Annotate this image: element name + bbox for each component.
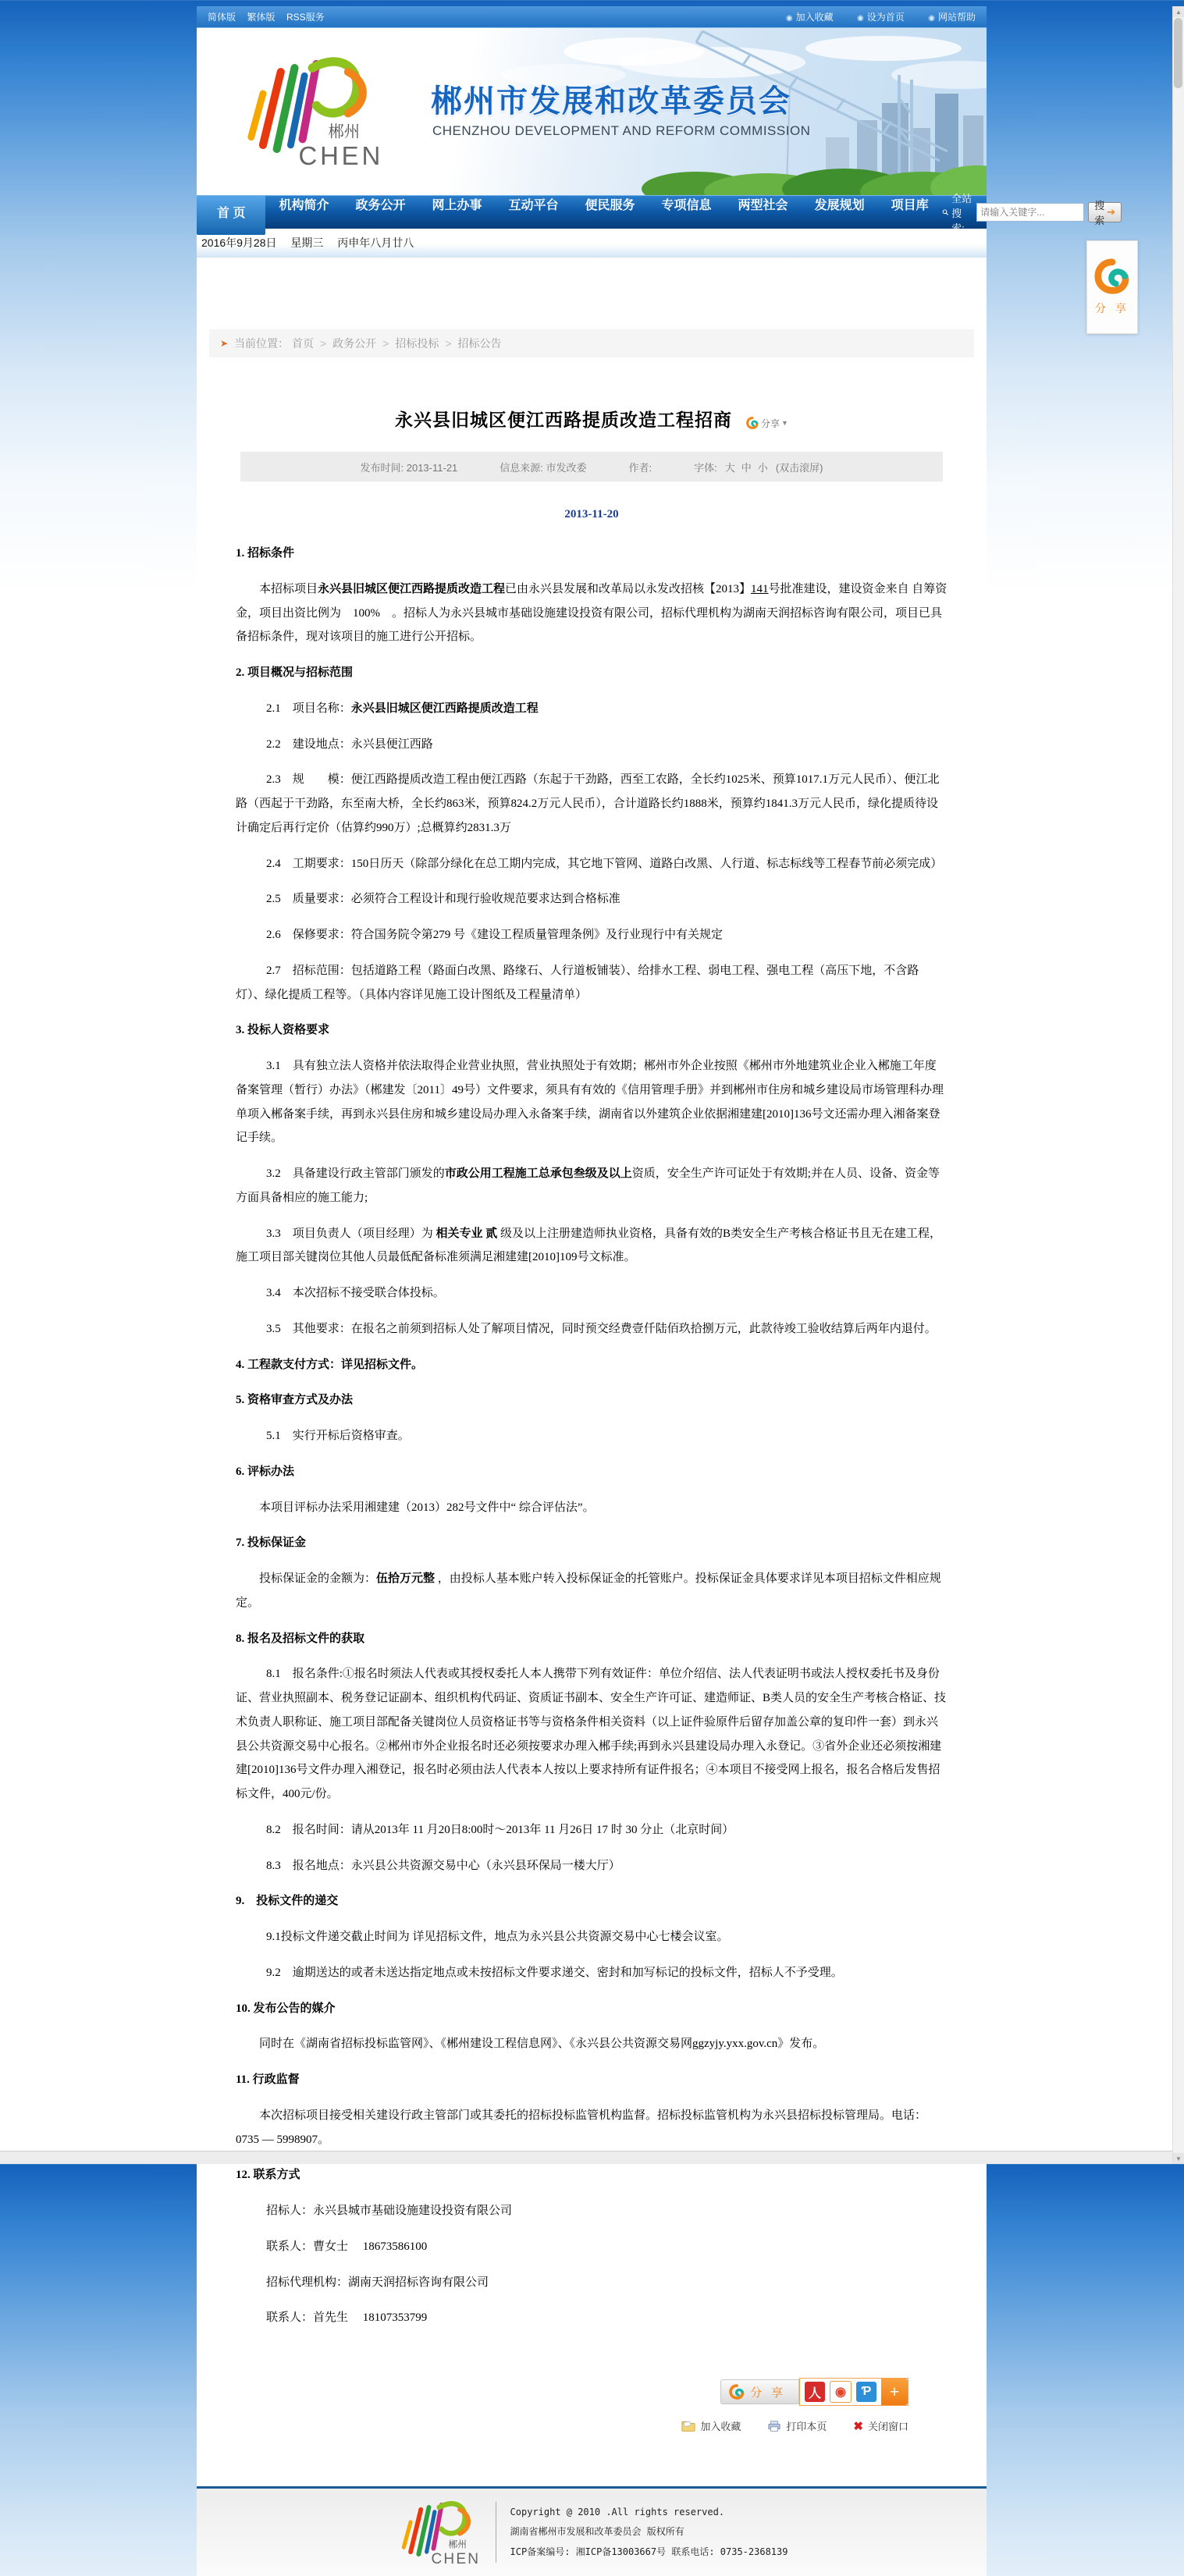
paragraph: 本次招标项目接受相关建设行政主管部门或其委托的招标投标监管机构监督。招标投标监管机构为永兴县招标投标管理局。电话：0735 — 5998907。 bbox=[236, 2109, 927, 2146]
search-button[interactable]: 搜索 ➔ bbox=[1088, 202, 1122, 222]
svg-text:CHEN: CHEN bbox=[430, 2550, 480, 2567]
section-heading: 6. 评标办法 bbox=[236, 1465, 295, 1478]
paragraph: 8.3 报名地点：永兴县公共资源交易中心（永兴县环保局一楼大厅） bbox=[266, 1859, 620, 1872]
footer-owner: 湖南省郴州市发展和改革委员会 版权所有 bbox=[510, 2526, 684, 2538]
paragraph: 2.7 招标范围：包括道路工程（路面白改黑、路缘石、人行道板铺装）、给排水工程、弱电工程、强电工程（高压下地，不含路灯）、绿化提质工程等。（具体内容详见施工设计图纸及工程量清单） bbox=[236, 964, 919, 1001]
svg-text:郴州: 郴州 bbox=[328, 123, 361, 141]
search-input[interactable] bbox=[976, 203, 1084, 222]
section-heading: 3. 投标人资格要求 bbox=[236, 1024, 330, 1037]
nav-item-9[interactable]: 项目库 bbox=[891, 199, 929, 212]
paragraph: 本项目评标办法采用湘建建（2013）282号文件中“ 综合评估法”。 bbox=[259, 1501, 595, 1514]
section-heading: 7. 投标保证金 bbox=[236, 1537, 307, 1550]
svg-text:郴州: 郴州 bbox=[447, 2539, 467, 2549]
search-icon bbox=[942, 205, 948, 219]
font-size-small[interactable]: 小 bbox=[757, 461, 768, 474]
share-logo-icon bbox=[746, 417, 759, 429]
section-heading: 1. 招标条件 bbox=[236, 547, 295, 560]
bullet-icon: ◉ bbox=[928, 13, 935, 23]
nav-item-3[interactable]: 网上办事 bbox=[432, 199, 482, 212]
more-share-icon[interactable]: + bbox=[881, 2379, 908, 2405]
footer-icp: ICP备案编号: 湘ICP备13003667号 联系电话: 0735-2368139 bbox=[510, 2546, 788, 2557]
link-simplified[interactable]: 简体版 bbox=[208, 11, 236, 23]
share-icons bbox=[799, 2378, 908, 2406]
link-rss[interactable]: RSS服务 bbox=[286, 11, 325, 23]
article-body bbox=[236, 542, 948, 2330]
renren-icon[interactable]: 人 bbox=[805, 2382, 825, 2402]
top-left-links bbox=[208, 10, 332, 24]
top-links-bar bbox=[197, 6, 987, 28]
link-traditional[interactable]: 繁体版 bbox=[247, 11, 276, 23]
breadcrumb-separator: > bbox=[319, 337, 327, 350]
date-bar: 2016年9月28日 星期三 丙申年八月廿八 bbox=[197, 229, 987, 258]
section-heading: 9. 投标文件的递交 bbox=[236, 1895, 339, 1908]
close-icon: ✖ bbox=[853, 2419, 863, 2433]
paragraph: 5.1 实行开标后资格审查。 bbox=[266, 1430, 410, 1442]
paragraph: 2.6 保修要求：符合国务院令第279 号《建设工程质量管理条例》及行业现行中有关规定 bbox=[266, 929, 724, 941]
logo-art bbox=[237, 42, 386, 175]
paragraph: 招标代理机构：湖南天润招标咨询有限公司 bbox=[266, 2276, 489, 2289]
paragraph: 3.3 项目负责人（项目经理）为 相关专业 贰 级及以上注册建造师执业资格，具备有效的B类安全生产考核合格证书且无在建工程，施工项目部关键岗位其他人员最低配备标准须满足湘建建[2010]109号文标准。 bbox=[236, 1227, 942, 1264]
page-container bbox=[197, 6, 1116, 2576]
scroll-down-arrow[interactable]: ▼ bbox=[1173, 2153, 1184, 2164]
bullet-icon: ◉ bbox=[785, 13, 793, 23]
link-set-homepage[interactable]: ◉ 设为首页 bbox=[857, 11, 905, 23]
paragraph: 投标保证金的金额为：伍拾万元整 ，由投标人基本账户转入投标保证金的托管账户。投标保证金具体要求详见本项目招标文件相应规定。 bbox=[236, 1572, 941, 1609]
main-nav bbox=[197, 192, 1116, 234]
scrollbar-thumb[interactable] bbox=[1174, 18, 1182, 88]
article-meta-bar bbox=[240, 452, 943, 481]
floating-share-label: 分 享 bbox=[1095, 302, 1129, 314]
tencent-pengyou-icon[interactable]: Ƥ bbox=[856, 2382, 876, 2402]
close-window-button[interactable]: ✖ 关闭窗口 bbox=[853, 2419, 908, 2433]
article-title-row bbox=[236, 357, 948, 432]
nav-item-6[interactable]: 专项信息 bbox=[661, 199, 712, 212]
link-site-help[interactable]: ◉ 网站帮助 bbox=[928, 11, 976, 23]
nav-item-2[interactable]: 政务公开 bbox=[355, 199, 406, 212]
print-page-button[interactable]: 打印本页 bbox=[767, 2418, 827, 2433]
site-header bbox=[197, 28, 987, 195]
paragraph: 联系人：曹女士 18673586100 bbox=[266, 2240, 428, 2253]
bottom-share-zone bbox=[236, 2342, 948, 2433]
document-date: 2013-11-20 bbox=[564, 508, 619, 521]
printer-icon bbox=[767, 2420, 781, 2432]
folder-icon bbox=[681, 2420, 695, 2432]
paragraph: 本招标项目永兴县旧城区便江西路提质改造工程已由永兴县发展和改革局以永发改招核【2013】141号批准建设，建设资金来自 自筹资金，项目出资比例为 100% 。招标人为永兴县城市基础设施建设投资有限公司，招标代理机构为湖南天润招标咨询有限公司，项目已具备招标条件，现对该项目的施工进行公开招标。 bbox=[236, 582, 948, 644]
breadcrumb-separator: > bbox=[445, 337, 452, 350]
article-title: 永兴县旧城区便江西路提质改造工程招商 bbox=[395, 410, 733, 430]
breadcrumb-link-3[interactable]: 招标公告 bbox=[457, 337, 502, 350]
section-heading: 12. 联系方式 bbox=[236, 2169, 300, 2182]
paragraph: 3.4 本次招标不接受联合体投标。 bbox=[266, 1287, 445, 1299]
search-arrow-icon: ➔ bbox=[1107, 206, 1116, 218]
top-right-links bbox=[766, 10, 976, 24]
paragraph: 3.5 其他要求：在报名之前须到招标人处了解项目情况，同时预交经费壹仟陆佰玖拾捌万元，此款待竣工验收结算后两年内退付。 bbox=[266, 1322, 937, 1335]
paragraph: 8.1 报名条件:①报名时须法人代表或其授权委托人本人携带下列有效证件：单位介绍信、法人代表证明书或法人授权委托书及身份证、营业执照副本、税务登记证副本、组织机构代码证、资质证书副本、安全生产许可证、建造师证、B类人员的安全生产考核合格证、技术负责人职称证、施工项目部配备关键岗位人员资格证书等与资格条件相关资料（以上证件验原件后留存加盖公章的复印件一套）到永兴县公共资源交易中心报名。②郴州市外企业报名时还必须按要求办理入郴手续;再到永兴县建设局办理入永登记。③省外企业还必须按湘建建[2010]136号文件办理入湘登记，报名时必须由法人代表本人按以上要求持所有证件报名；④本项目不接受网上报名，报名合格后发售招标文件，400元/份。 bbox=[236, 1668, 947, 1800]
section-heading: 8. 报名及招标文件的获取 bbox=[236, 1632, 365, 1645]
paragraph: 8.2 报名时间：请从2013年 11 月20日8:00时～2013年 11 月26日 17 时 30 分止（北京时间） bbox=[266, 1823, 734, 1836]
section-heading: 5. 资格审查方式及办法 bbox=[236, 1394, 354, 1407]
breadcrumb-arrow-icon: ➤ bbox=[220, 338, 229, 349]
add-favorite-button[interactable]: 加入收藏 bbox=[681, 2418, 741, 2433]
bdshare-bar bbox=[720, 2378, 908, 2406]
share-logo-icon bbox=[729, 2384, 745, 2400]
breadcrumb-link-0[interactable]: 首页 bbox=[291, 337, 314, 350]
section-heading: 11. 行政监督 bbox=[236, 2073, 300, 2086]
paragraph: 9.1投标文件递交截止时间为 详见招标文件，地点为永兴县公共资源交易中心七楼会议室。 bbox=[266, 1931, 729, 1943]
paragraph: 2.5 质量要求：必须符合工程设计和现行验收规范要求达到合格标准 bbox=[266, 893, 620, 906]
breadcrumb-items bbox=[292, 336, 502, 351]
bullet-icon: ◉ bbox=[857, 13, 864, 23]
nav-item-7[interactable]: 两型社会 bbox=[738, 199, 788, 212]
article-bottom-gap bbox=[236, 2433, 948, 2480]
font-size-label: 字体: bbox=[694, 461, 717, 474]
page-actions bbox=[655, 2418, 908, 2433]
site-footer bbox=[197, 2486, 987, 2576]
footer-copyright: Copyright @ 2010 .All rights reserved. bbox=[510, 2507, 725, 2518]
publish-time: 发布时间: 2013-11-21 bbox=[360, 461, 458, 474]
paragraph: 2.4 工期要求：150日历天（除部分绿化在总工期内完成，其它地下管网、道路白改黑、人行道、标志标线等工程春节前必须完成） bbox=[266, 857, 943, 870]
nav-item-8[interactable]: 发展规划 bbox=[814, 199, 865, 212]
caret-down-icon: ▼ bbox=[781, 419, 788, 428]
info-source: 信息来源: 市发改委 bbox=[500, 461, 587, 474]
scroll-up-arrow[interactable]: ▲ bbox=[1173, 6, 1184, 17]
section-heading: 4. 工程款支付方式：详见招标文件。 bbox=[236, 1358, 424, 1371]
section-heading: 2. 项目概况与招标范围 bbox=[236, 666, 354, 679]
font-size-large[interactable]: 大 bbox=[724, 461, 735, 474]
paragraph: 2.1 项目名称：永兴县旧城区便江西路提质改造工程 bbox=[266, 702, 539, 715]
site-subtitle: CHENZHOU DEVELOPMENT AND REFORM COMMISSION bbox=[432, 123, 811, 138]
browser-scrollbar[interactable] bbox=[1172, 6, 1184, 2164]
search-label: 全站搜索: bbox=[951, 192, 972, 234]
paragraph: 同时在《湖南省招标投标监管网》、《郴州建设工程信息网》、《永兴县公共资源交易网ggzyjy.yxx.gov.cn》发布。 bbox=[259, 2038, 825, 2051]
nav-item-1[interactable]: 机构简介 bbox=[279, 199, 329, 212]
breadcrumb-link-2[interactable]: 招标投标 bbox=[395, 337, 439, 350]
link-add-favorite[interactable]: ◉ 加入收藏 bbox=[785, 11, 834, 23]
nav-items bbox=[197, 190, 942, 235]
svg-text:CHEN: CHEN bbox=[298, 141, 384, 171]
footer-text bbox=[510, 2503, 788, 2562]
font-size-medium[interactable]: 中 bbox=[741, 461, 752, 474]
nav-item-0[interactable]: 首 页 bbox=[197, 196, 265, 235]
footer-logo bbox=[396, 2492, 482, 2574]
footer-logo-art bbox=[396, 2492, 482, 2570]
paragraph: 2.3 规 模：便江西路提质改造工程由便江西路（东起于干劲路，西至工农路，全长约1025米、预算1017.1万元人民币）、便江北路（西起于干劲路，东至南大桥，全长约863米，预算824.2万元人民币），合计道路长约1888米，预算约1841.3万元人民币，绿化提质待设计确定后再行定价（估算约990万）;总概算约2831.3万 bbox=[236, 773, 940, 834]
paragraph: 3.1 具有独立法人资格并依法取得企业营业执照，营业执照处于有效期；郴州市外企业按照《郴州市外地建筑业企业入郴施工年度备案管理（暂行）办法》（郴建发〔2011〕49号）文件要求，须具有有效的《信用管理手册》并到郴州市住房和城乡建设局市场管理科办理单项入郴备案手续，再到永兴县住房和城乡建设局办理入永备案手续，湖南省以外建筑企业依据湘建建[2010]136号文还需办理入湘备案登记手续。 bbox=[236, 1060, 944, 1145]
sina-weibo-icon[interactable]: ◉ bbox=[830, 2381, 852, 2403]
breadcrumb-separator: > bbox=[382, 337, 389, 350]
content-top-gap bbox=[197, 258, 987, 329]
floating-share-widget[interactable] bbox=[1086, 240, 1138, 334]
nav-item-5[interactable]: 便民服务 bbox=[585, 199, 635, 212]
paragraph: 招标人：永兴县城市基础设施建设投资有限公司 bbox=[266, 2205, 513, 2217]
share-logo-icon bbox=[1094, 258, 1130, 294]
paragraph: 3.2 具备建设行政主管部门颁发的市政公用工程施工总承包叁级及以上资质，安全生产许可证处于有效期;并在人员、设备、资金等方面具备相应的施工能力; bbox=[236, 1167, 940, 1204]
breadcrumb bbox=[209, 329, 974, 357]
paragraph: 联系人：首先生 18107353799 bbox=[266, 2311, 428, 2325]
nav-item-4[interactable]: 互动平台 bbox=[508, 199, 559, 212]
author-label: 作者: bbox=[628, 461, 652, 474]
site-search bbox=[942, 190, 1130, 235]
title-share-button[interactable]: 分享 ▼ bbox=[746, 417, 788, 430]
paragraph: 2.2 建设地点：永兴县便江西路 bbox=[266, 737, 433, 751]
site-logo bbox=[237, 42, 386, 179]
site-title: 郴州市发展和改革委员会 bbox=[431, 84, 791, 119]
paragraph: 9.2 逾期送达的或者未送达指定地点或未按招标文件要求递交、密封和加写标记的投标文件，招标人不予受理。 bbox=[266, 1966, 843, 1979]
scroll-hint: (双击滚屏) bbox=[775, 461, 823, 474]
share-button[interactable]: 分 享 bbox=[720, 2379, 799, 2404]
breadcrumb-label: 当前位置： bbox=[234, 337, 290, 350]
breadcrumb-link-1[interactable]: 政务公开 bbox=[332, 337, 377, 350]
section-heading: 10. 发布公告的媒介 bbox=[236, 2002, 336, 2015]
